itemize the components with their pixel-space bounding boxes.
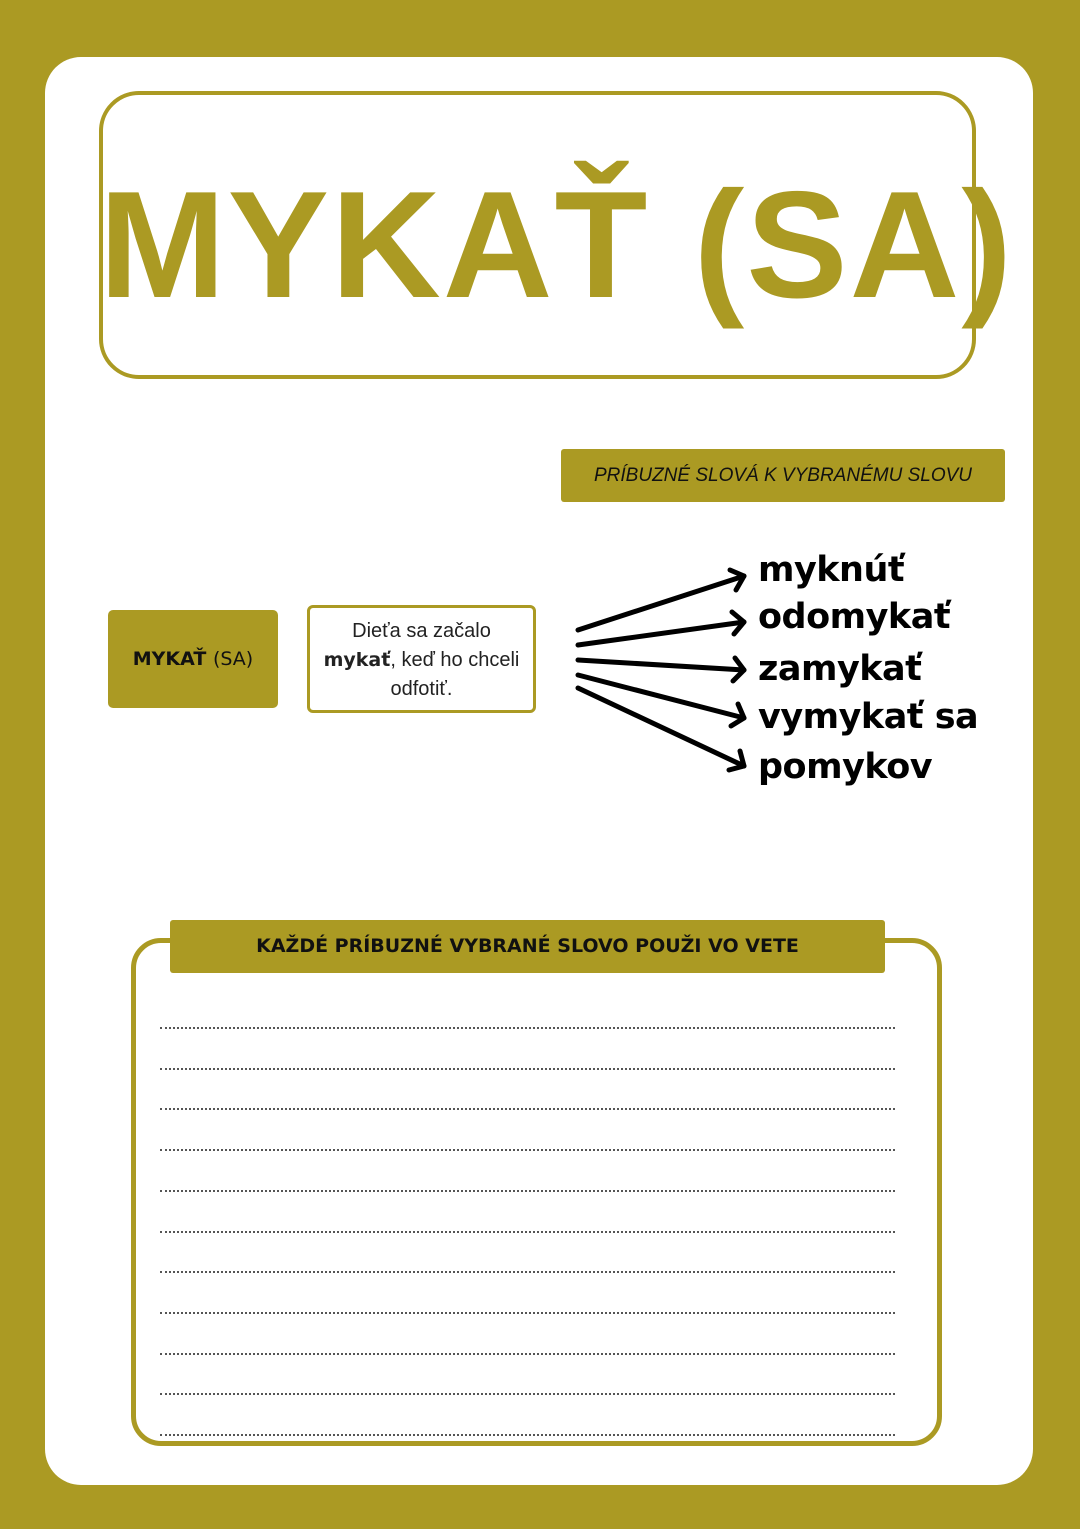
example-text-before: Dieťa sa začalo (352, 620, 491, 642)
writing-line[interactable] (160, 1027, 895, 1029)
related-word-1: myknúť (758, 550, 905, 590)
writing-line[interactable] (160, 1068, 895, 1070)
arrow-3 (578, 658, 744, 681)
sentence-task-banner: KAŽDÉ PRÍBUZNÉ VYBRANÉ SLOVO POUŽI VO VETE (170, 920, 885, 973)
related-word-5: pomykov (758, 747, 933, 787)
writing-line[interactable] (160, 1108, 895, 1110)
writing-line[interactable] (160, 1190, 895, 1192)
selected-word: MYKAŤ (132, 648, 207, 670)
arrow-1 (578, 570, 744, 630)
related-word-2: odomykať (758, 597, 951, 637)
writing-line[interactable] (160, 1434, 895, 1436)
selected-word-suffix: (SA) (212, 648, 254, 670)
writing-line[interactable] (160, 1353, 895, 1355)
arrow-2 (578, 612, 744, 645)
example-text-after: , keď ho chceli odfotiť. (390, 649, 520, 700)
writing-line[interactable] (160, 1231, 895, 1233)
arrow-5 (578, 688, 744, 770)
writing-line[interactable] (160, 1271, 895, 1273)
related-word-3: zamykať (758, 649, 922, 689)
writing-line[interactable] (160, 1312, 895, 1314)
sentence-writing-area (131, 938, 942, 1446)
related-words-banner: PRÍBUZNÉ SLOVÁ K VYBRANÉMU SLOVU (561, 449, 1005, 502)
page-title: MYKAŤ (SA) (99, 160, 1015, 330)
example-highlight-word: mykať (323, 649, 391, 671)
writing-line[interactable] (160, 1149, 895, 1151)
writing-line[interactable] (160, 1393, 895, 1395)
related-word-4: vymykať sa (758, 697, 979, 737)
